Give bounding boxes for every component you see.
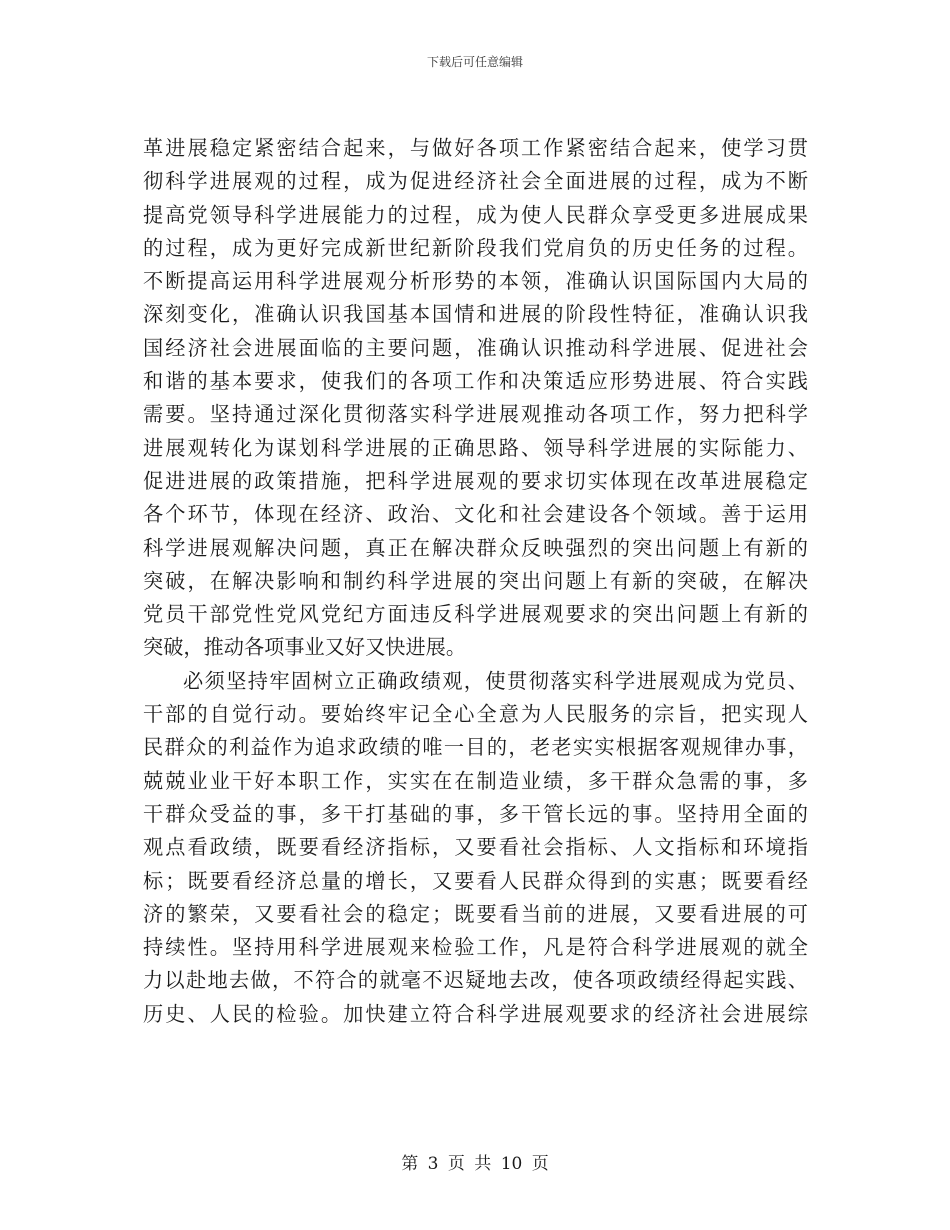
page-footer: 第 3 页 共 10 页 [401, 1154, 549, 1174]
text-line: 观点看政绩，既要看经济指标，又要看社会指标、人文指标和环境指 [143, 835, 808, 860]
text-line: 革进展稳定紧密结合起来，与做好各项工作紧密结合起来，使学习贯 [143, 136, 808, 160]
text-line: 不断提高运用科学进展观分析形势的本领，准确认识国际国内大局的 [143, 269, 808, 294]
text-line: 必须坚持牢固树立正确政绩观，使贯彻落实科学进展观成为党员、 [183, 668, 808, 693]
text-line: 干部的自觉行动。要始终牢记全心全意为人民服务的宗旨，把实现人 [143, 702, 808, 727]
text-line: 党员干部党性党风党纪方面违反科学进展观要求的突出问题上有新的 [143, 602, 808, 627]
text-line: 济的繁荣，又要看社会的稳定；既要看当前的进展，又要看进展的可 [143, 901, 808, 926]
text-line: 民群众的利益作为追求政绩的唯一目的，老老实实根据客观规律办事， [143, 735, 808, 760]
text-line: 兢兢业业干好本职工作，实实在在制造业绩，多干群众急需的事，多 [143, 768, 808, 793]
text-line: 力以赴地去做，不符合的就毫不迟疑地去改，使各项政绩经得起实践、 [143, 968, 808, 993]
document-body [143, 132, 808, 1031]
text-line: 深刻变化，准确认识我国基本国情和进展的阶段性特征，准确认识我 [143, 302, 808, 327]
paragraph-2 [143, 665, 808, 1031]
page-header: 下载后可任意编辑 [426, 55, 523, 69]
text-line: 促进进展的政策措施，把科学进展观的要求切实体现在改革进展稳定 [143, 468, 808, 493]
text-line: 需要。坚持通过深化贯彻落实科学进展观推动各项工作，努力把科学 [143, 402, 808, 427]
text-line: 的过程，成为更好完成新世纪新阶段我们党肩负的历史任务的过程。 [143, 235, 808, 260]
text-line: 提高党领导科学进展能力的过程，成为使人民群众享受更多进展成果 [143, 202, 808, 227]
text-line: 干群众受益的事，多干打基础的事，多干管长远的事。坚持用全面的 [143, 801, 808, 826]
text-line: 科学进展观解决问题，真正在解决群众反映强烈的突出问题上有新的 [143, 535, 808, 560]
text-line: 历史、人民的检验。加快建立符合科学进展观要求的经济社会进展综 [143, 1001, 808, 1026]
text-line: 持续性。坚持用科学进展观来检验工作，凡是符合科学进展观的就全 [143, 935, 808, 960]
text-line: 各个环节，体现在经济、政治、文化和社会建设各个领域。善于运用 [143, 502, 808, 527]
text-line: 国经济社会进展面临的主要问题，准确认识推动科学进展、促进社会 [143, 335, 808, 360]
text-line: 和谐的基本要求，使我们的各项工作和决策适应形势进展、符合实践 [143, 369, 808, 394]
text-line: 标；既要看经济总量的增长，又要看人民群众得到的实惠；既要看经 [143, 868, 808, 893]
text-line: 彻科学进展观的过程，成为促进经济社会全面进展的过程，成为不断 [143, 169, 808, 194]
text-line: 突破，推动各项事业又好又快进展。 [143, 635, 467, 660]
text-line: 进展观转化为谋划科学进展的正确思路、领导科学进展的实际能力、 [143, 435, 808, 460]
paragraph-1 [143, 132, 808, 665]
text-line: 突破，在解决影响和制约科学进展的突出问题上有新的突破，在解决 [143, 568, 808, 593]
